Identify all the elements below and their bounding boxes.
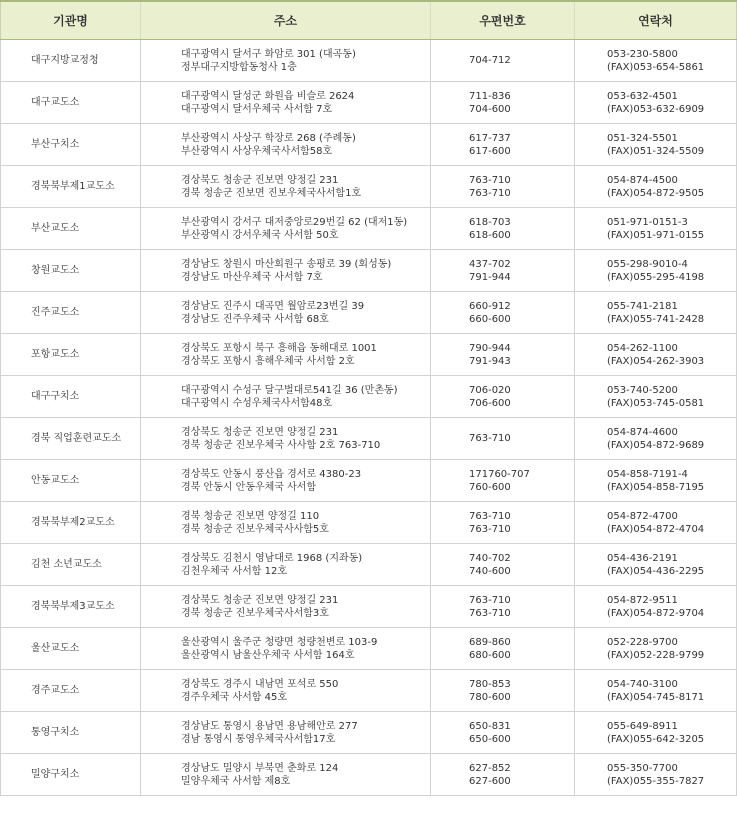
contact-number: (FAX)054-745-8171 bbox=[607, 691, 705, 703]
header-row bbox=[1, 1, 737, 40]
address-line: 대구광역시 수성구 달구벌대로541길 36 (만촌동) bbox=[181, 384, 398, 396]
address-cell bbox=[141, 124, 431, 166]
facility-name: 대구교도소 bbox=[1, 82, 141, 124]
table-row bbox=[1, 208, 737, 250]
zip-cell bbox=[431, 502, 575, 544]
contact-number: 054-740-3100 bbox=[607, 678, 678, 690]
address-line: 경남 통영시 통영우체국사서함17호 bbox=[181, 733, 336, 745]
facility-name: 경북북부제1교도소 bbox=[1, 166, 141, 208]
zip-code: 650-831 bbox=[469, 720, 511, 732]
contact-cell bbox=[575, 586, 737, 628]
zip-code: 760-600 bbox=[469, 481, 511, 493]
zip-code: 650-600 bbox=[469, 733, 511, 745]
facility-name: 경북북부제2교도소 bbox=[1, 502, 141, 544]
contact-number: 052-228-9700 bbox=[607, 636, 678, 648]
contact-number: (FAX)051-324-5509 bbox=[607, 145, 705, 157]
address-line: 경상북도 청송군 진보면 양정길 231 bbox=[181, 594, 339, 606]
address-line: 대구광역시 수성우체국사서함48호 bbox=[181, 397, 333, 409]
contact-number: (FAX)051-971-0155 bbox=[607, 229, 705, 241]
zip-cell bbox=[431, 586, 575, 628]
zip-code: 618-703 bbox=[469, 216, 511, 228]
table-row bbox=[1, 40, 737, 82]
contact-cell bbox=[575, 208, 737, 250]
zip-cell bbox=[431, 166, 575, 208]
zip-code: 763-710 bbox=[469, 607, 511, 619]
contact-cell bbox=[575, 250, 737, 292]
contact-cell bbox=[575, 418, 737, 460]
address-cell bbox=[141, 166, 431, 208]
table-row bbox=[1, 544, 737, 586]
address-line: 경북 청송군 진보우체국 사사함 2호 763-710 bbox=[181, 439, 381, 451]
zip-cell bbox=[431, 40, 575, 82]
contact-number: (FAX)054-872-9505 bbox=[607, 187, 705, 199]
contact-cell bbox=[575, 376, 737, 418]
zip-code: 171760-707 bbox=[469, 468, 530, 480]
contact-number: 055-298-9010-4 bbox=[607, 258, 688, 270]
contact-cell bbox=[575, 712, 737, 754]
zip-code: 740-600 bbox=[469, 565, 511, 577]
address-line: 경상북도 포항시 흥해우체국 사서함 2호 bbox=[181, 355, 355, 367]
address-cell bbox=[141, 628, 431, 670]
contact-cell bbox=[575, 628, 737, 670]
table-row bbox=[1, 250, 737, 292]
zip-code: 437-702 bbox=[469, 258, 511, 270]
facility-name: 경북 직업훈련교도소 bbox=[1, 418, 141, 460]
zip-code: 791-944 bbox=[469, 271, 511, 283]
contact-number: 055-350-7700 bbox=[607, 762, 678, 774]
zip-code: 763-710 bbox=[469, 187, 511, 199]
zip-code: 711-836 bbox=[469, 90, 511, 102]
zip-cell bbox=[431, 208, 575, 250]
address-line: 경북 청송군 진보우체국사사함5호 bbox=[181, 523, 329, 535]
contact-number: 053-740-5200 bbox=[607, 384, 678, 396]
address-line: 대구광역시 달서우체국 사서함 7호 bbox=[181, 103, 333, 115]
contact-number: 055-649-8911 bbox=[607, 720, 678, 732]
address-line: 경상북도 안동시 풍산읍 경서로 4380-23 bbox=[181, 468, 362, 480]
address-cell bbox=[141, 292, 431, 334]
address-line: 경상북도 청송군 진보면 양정길 231 bbox=[181, 426, 339, 438]
address-cell bbox=[141, 754, 431, 796]
contact-number: (FAX)054-872-9704 bbox=[607, 607, 705, 619]
contact-number: 055-741-2181 bbox=[607, 300, 678, 312]
contact-number: 054-262-1100 bbox=[607, 342, 678, 354]
table-row bbox=[1, 292, 737, 334]
contact-number: (FAX)054-436-2295 bbox=[607, 565, 705, 577]
zip-cell bbox=[431, 376, 575, 418]
address-line: 경북 안동시 안동우체국 사서함 bbox=[181, 481, 317, 493]
address-line: 경북 청송군 진보면 진보우체국사서함1호 bbox=[181, 187, 362, 199]
contact-number: 054-872-4700 bbox=[607, 510, 678, 522]
zip-cell bbox=[431, 418, 575, 460]
zip-code: 763-710 bbox=[469, 523, 511, 535]
contact-number: 054-872-9511 bbox=[607, 594, 678, 606]
address-cell bbox=[141, 670, 431, 712]
table-row bbox=[1, 460, 737, 502]
facility-name: 부산교도소 bbox=[1, 208, 141, 250]
zip-code: 763-710 bbox=[469, 594, 511, 606]
contact-number: 054-858-7191-4 bbox=[607, 468, 688, 480]
zip-code: 680-600 bbox=[469, 649, 511, 661]
facility-name: 진주교도소 bbox=[1, 292, 141, 334]
header-contact: 연락처 bbox=[575, 1, 737, 40]
address-line: 울산광역시 남울산우체국 사서함 164호 bbox=[181, 649, 355, 661]
table-row bbox=[1, 754, 737, 796]
zip-cell bbox=[431, 334, 575, 376]
table-row bbox=[1, 82, 737, 124]
address-line: 경주우체국 사서함 45호 bbox=[181, 691, 288, 703]
facility-name: 울산교도소 bbox=[1, 628, 141, 670]
zip-code: 704-600 bbox=[469, 103, 511, 115]
contact-number: 051-971-0151-3 bbox=[607, 216, 688, 228]
facility-name: 김천 소년교도소 bbox=[1, 544, 141, 586]
table-row bbox=[1, 712, 737, 754]
zip-code: 780-600 bbox=[469, 691, 511, 703]
header-address: 주소 bbox=[141, 1, 431, 40]
address-cell bbox=[141, 250, 431, 292]
address-line: 경상북도 청송군 진보면 양정길 231 bbox=[181, 174, 339, 186]
contact-number: (FAX)054-872-9689 bbox=[607, 439, 705, 451]
zip-code: 660-600 bbox=[469, 313, 511, 325]
contact-cell bbox=[575, 166, 737, 208]
address-line: 밀양우체국 사서함 제8호 bbox=[181, 775, 291, 787]
facility-name: 창원교도소 bbox=[1, 250, 141, 292]
contact-number: 053-632-4501 bbox=[607, 90, 678, 102]
address-line: 경상북도 경주시 내남면 포석로 550 bbox=[181, 678, 339, 690]
zip-code: 740-702 bbox=[469, 552, 511, 564]
table-row bbox=[1, 502, 737, 544]
zip-cell bbox=[431, 754, 575, 796]
zip-code: 660-912 bbox=[469, 300, 511, 312]
zip-code: 627-600 bbox=[469, 775, 511, 787]
address-line: 경상남도 밀양시 부북면 춘화로 124 bbox=[181, 762, 339, 774]
address-line: 경상남도 마산우체국 사서함 7호 bbox=[181, 271, 323, 283]
contact-number: (FAX)055-355-7827 bbox=[607, 775, 705, 787]
zip-code: 617-600 bbox=[469, 145, 511, 157]
contact-number: (FAX)055-741-2428 bbox=[607, 313, 705, 325]
contact-cell bbox=[575, 670, 737, 712]
address-cell bbox=[141, 460, 431, 502]
contact-number: (FAX)053-745-0581 bbox=[607, 397, 705, 409]
address-line: 부산광역시 사상구 학장로 268 (주례동) bbox=[181, 132, 356, 144]
address-cell bbox=[141, 40, 431, 82]
zip-code: 763-710 bbox=[469, 433, 511, 444]
header-zip: 우편번호 bbox=[431, 1, 575, 40]
facility-name: 밀양구치소 bbox=[1, 754, 141, 796]
table-row bbox=[1, 166, 737, 208]
facility-name: 대구구치소 bbox=[1, 376, 141, 418]
table-row bbox=[1, 670, 737, 712]
table-row bbox=[1, 418, 737, 460]
zip-code: 780-853 bbox=[469, 678, 511, 690]
facility-name: 대구지방교정청 bbox=[1, 40, 141, 82]
zip-cell bbox=[431, 544, 575, 586]
zip-code: 689-860 bbox=[469, 636, 511, 648]
address-line: 경상남도 창원시 마산회원구 송평로 39 (회성동) bbox=[181, 258, 392, 270]
contact-cell bbox=[575, 502, 737, 544]
address-cell bbox=[141, 586, 431, 628]
table-row bbox=[1, 628, 737, 670]
contact-cell bbox=[575, 544, 737, 586]
facility-name: 안동교도소 bbox=[1, 460, 141, 502]
facility-name: 부산구치소 bbox=[1, 124, 141, 166]
zip-code: 627-852 bbox=[469, 762, 511, 774]
address-cell bbox=[141, 544, 431, 586]
address-cell bbox=[141, 502, 431, 544]
address-line: 경상남도 진주시 대곡면 월암로23번길 39 bbox=[181, 300, 365, 312]
facility-name: 경북북부제3교도소 bbox=[1, 586, 141, 628]
facility-name: 경주교도소 bbox=[1, 670, 141, 712]
contact-number: (FAX)054-262-3903 bbox=[607, 355, 705, 367]
address-line: 부산광역시 강서우체국 사서함 50호 bbox=[181, 229, 339, 241]
address-line: 경상북도 포항시 북구 흥해읍 동해대로 1001 bbox=[181, 342, 377, 354]
address-line: 경상남도 통영시 용남면 용남해안로 277 bbox=[181, 720, 358, 732]
address-line: 경상북도 김천시 영남대로 1968 (지좌동) bbox=[181, 552, 363, 564]
address-line: 부산광역시 사상우체국사서함58호 bbox=[181, 145, 333, 157]
address-cell bbox=[141, 208, 431, 250]
contact-number: 051-324-5501 bbox=[607, 132, 678, 144]
contact-number: (FAX)052-228-9799 bbox=[607, 649, 705, 661]
contact-number: (FAX)055-295-4198 bbox=[607, 271, 705, 283]
zip-cell bbox=[431, 292, 575, 334]
contact-number: (FAX)053-632-6909 bbox=[607, 103, 705, 115]
contact-number: (FAX)053-654-5861 bbox=[607, 61, 705, 73]
address-line: 대구광역시 달서구 화암로 301 (대곡동) bbox=[181, 48, 356, 60]
address-line: 부산광역시 강서구 대저중앙로29번길 62 (대저1동) bbox=[181, 216, 408, 228]
table-row bbox=[1, 124, 737, 166]
zip-cell bbox=[431, 670, 575, 712]
zip-code: 617-737 bbox=[469, 132, 511, 144]
zip-code: 790-944 bbox=[469, 342, 511, 354]
address-cell bbox=[141, 376, 431, 418]
zip-cell bbox=[431, 712, 575, 754]
zip-code: 706-600 bbox=[469, 397, 511, 409]
contact-cell bbox=[575, 40, 737, 82]
contact-number: 054-874-4600 bbox=[607, 426, 678, 438]
contact-number: (FAX)055-642-3205 bbox=[607, 733, 705, 745]
zip-cell bbox=[431, 460, 575, 502]
contact-cell bbox=[575, 460, 737, 502]
address-line: 김천우체국 사서함 12호 bbox=[181, 565, 288, 577]
table-row bbox=[1, 334, 737, 376]
contact-cell bbox=[575, 82, 737, 124]
contact-number: 054-874-4500 bbox=[607, 174, 678, 186]
zip-code: 763-710 bbox=[469, 510, 511, 522]
table-row bbox=[1, 376, 737, 418]
table-header bbox=[1, 1, 737, 40]
zip-code: 763-710 bbox=[469, 174, 511, 186]
zip-cell bbox=[431, 250, 575, 292]
zip-code: 618-600 bbox=[469, 229, 511, 241]
address-line: 정부대구지방합동청사 1층 bbox=[181, 61, 297, 73]
contact-cell bbox=[575, 292, 737, 334]
facility-name: 포항교도소 bbox=[1, 334, 141, 376]
header-name: 기관명 bbox=[1, 1, 141, 40]
contact-cell bbox=[575, 124, 737, 166]
address-cell bbox=[141, 82, 431, 124]
contact-number: (FAX)054-858-7195 bbox=[607, 481, 705, 493]
address-cell bbox=[141, 712, 431, 754]
zip-cell bbox=[431, 82, 575, 124]
address-line: 경북 청송군 진보우체국사서함3호 bbox=[181, 607, 329, 619]
contact-cell bbox=[575, 754, 737, 796]
address-cell bbox=[141, 418, 431, 460]
contact-number: (FAX)054-872-4704 bbox=[607, 523, 705, 535]
table-body bbox=[1, 40, 737, 796]
address-line: 경상남도 진주우체국 사서함 68호 bbox=[181, 313, 329, 325]
address-line: 울산광역시 울주군 청량면 청량천변로 103-9 bbox=[181, 636, 378, 648]
zip-code: 706-020 bbox=[469, 384, 511, 396]
address-cell bbox=[141, 334, 431, 376]
address-line: 경북 청송군 진보면 양정길 110 bbox=[181, 510, 320, 522]
contact-number: 054-436-2191 bbox=[607, 552, 678, 564]
table-row bbox=[1, 586, 737, 628]
zip-cell bbox=[431, 124, 575, 166]
address-line: 대구광역시 달성군 화원읍 비슬로 2624 bbox=[181, 90, 355, 102]
facility-name: 통영구치소 bbox=[1, 712, 141, 754]
contact-number: 053-230-5800 bbox=[607, 48, 678, 60]
zip-code: 704-712 bbox=[469, 55, 511, 66]
zip-cell bbox=[431, 628, 575, 670]
zip-code: 791-943 bbox=[469, 355, 511, 367]
contact-cell bbox=[575, 334, 737, 376]
